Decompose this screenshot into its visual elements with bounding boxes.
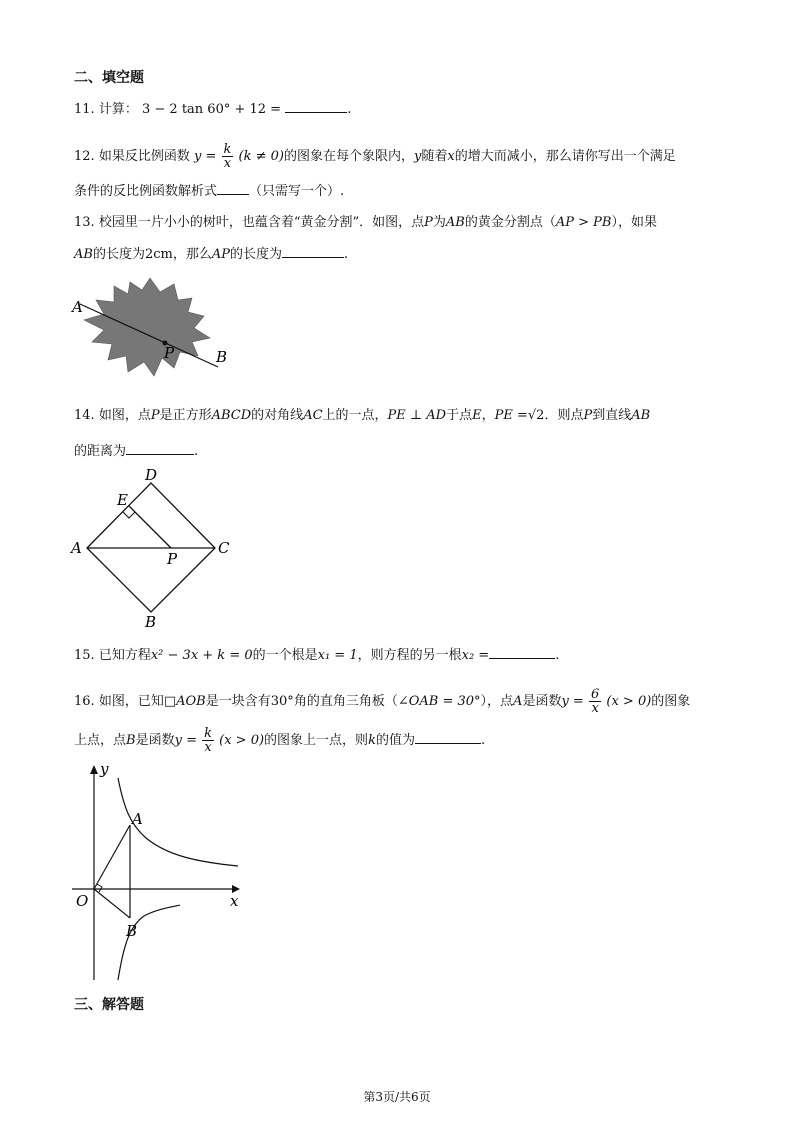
- answer-blank: [285, 100, 347, 113]
- question-number: 16.: [74, 694, 95, 709]
- page-footer: 第3页/共6页: [363, 1090, 431, 1104]
- label-o: O: [76, 892, 89, 910]
- answer-blank: [282, 245, 344, 258]
- question-13-line2: AB的长度为2cm，那么AP的长度为 .: [74, 247, 349, 262]
- label-a: A: [71, 539, 82, 557]
- fraction: $\frac{k}{x}$: [204, 726, 212, 755]
- question-13: 13. 校园里一片小小的树叶，也蕴含着“黄金分割”．如图，点P为AB的黄金分割点（AP > PB），如果: [74, 215, 657, 230]
- question-15: 15. 已知方程x² − 3x + k = 0的一个根是x₁ = 1，则方程的另一根x₂ = .: [74, 648, 560, 663]
- right-angle-mark: [123, 512, 135, 518]
- section-title: 二、填空题: [74, 70, 144, 86]
- segment-pe: [129, 506, 171, 548]
- label-b: B: [126, 922, 138, 940]
- label-x: x: [230, 892, 239, 910]
- question-number: 11.: [74, 102, 95, 117]
- question-number: 14.: [74, 408, 95, 423]
- section-title: 三、解答题: [74, 997, 144, 1013]
- question-14-line2: 的距离为 .: [74, 444, 199, 459]
- label-b: B: [145, 613, 157, 631]
- question-16-line2: 上点，点B是函数y = $\frac{k}{x}$ (x > 0)的图象上一点，则k的值为 .: [74, 726, 486, 755]
- leaf-shape: [84, 278, 210, 376]
- square-figure: [65, 465, 240, 630]
- label-d: D: [145, 466, 158, 484]
- question-number: 12.: [74, 149, 95, 164]
- label-a: A: [72, 298, 83, 316]
- label-p: P: [164, 344, 175, 362]
- leaf-figure: [70, 272, 240, 387]
- segment-oa: [94, 825, 130, 889]
- fraction: $\frac{k}{x}$: [223, 142, 232, 171]
- fraction: $\frac{6}{x}$: [590, 687, 600, 716]
- hyperbola-figure: [68, 758, 253, 983]
- right-angle-mark: [97, 884, 102, 892]
- segment-ob: [94, 889, 130, 918]
- answer-blank: [217, 182, 249, 195]
- question-11: 11. 计算： 3 − 2 tan 60° + 12 = .: [74, 102, 352, 117]
- question-number: 15.: [74, 648, 95, 663]
- answer-blank: [489, 646, 555, 659]
- question-14: 14. 如图，点P是正方形ABCD的对角线AC上的一点，PE ⊥ AD于点E，PE =√2．则点P到直线AB: [74, 408, 651, 423]
- question-number: 13.: [74, 215, 95, 230]
- label-a: A: [132, 810, 143, 828]
- label-e: E: [117, 491, 128, 509]
- label-p: P: [167, 550, 178, 568]
- label-c: C: [218, 539, 230, 557]
- question-12: 12. 如果反比例函数 y = $\frac{k}{x}$ (k ≠ 0)的图象在每个象限内，y随着x的增大而减小，那么请你写出一个满足: [74, 142, 676, 171]
- question-16: 16. 如图，已知□AOB是一块含有30°角的直角三角板（∠OAB = 30°），点A是函数y = $\frac{6}{x}$ (x > 0)的图象: [74, 687, 691, 716]
- math-expression: 3 − 2 tan 60° + 12 =: [141, 102, 282, 117]
- question-12-line2: 条件的反比例函数解析式 （只需写一个）.: [74, 184, 345, 199]
- label-y: y: [100, 760, 109, 778]
- y-axis-arrow: [90, 765, 98, 774]
- answer-blank: [415, 731, 481, 744]
- label-b: B: [216, 348, 228, 366]
- answer-blank: [126, 442, 194, 455]
